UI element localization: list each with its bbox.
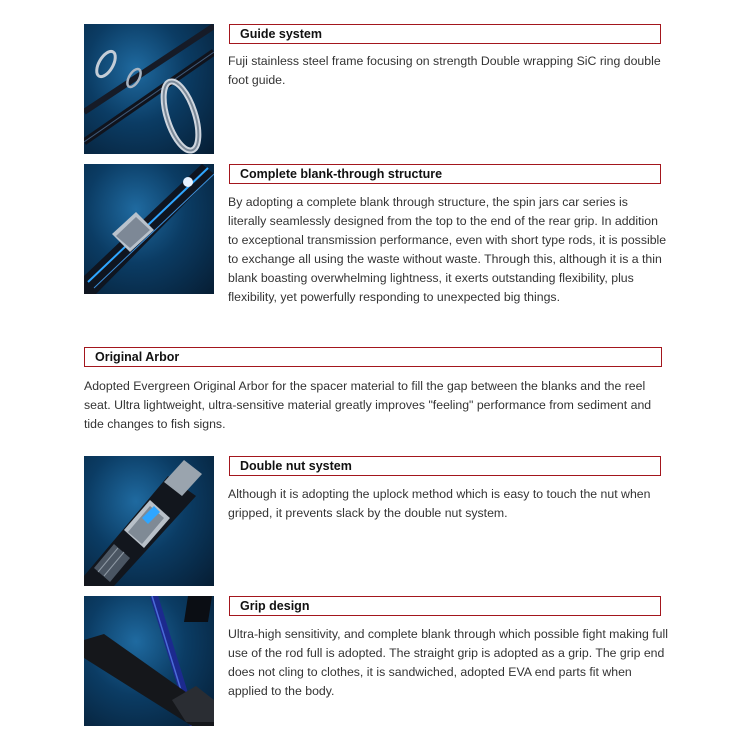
section-title-arbor: Original Arbor [84, 347, 662, 367]
section-text-nut: Although it is adopting the uplock method which is easy to touch the nut when gripped, it prevents slack by the double nut system. [228, 487, 651, 520]
guide-ring-image [84, 24, 214, 154]
section-text-guide: Fuji stainless steel frame focusing on strength Double wrapping SiC ring double foot guide. [228, 54, 661, 87]
blank-through-image [84, 164, 214, 294]
section-text-grip: Ultra-high sensitivity, and complete blank through which possible fight making full use of the rod full is adopted. The straight grip is adopted as a grip. The grip end does not cling to clothes, it is sandwiched, adopted EVA end parts fit when applied to the body. [228, 627, 668, 698]
double-nut-image [84, 456, 214, 586]
section-text-arbor: Adopted Evergreen Original Arbor for the spacer material to fill the gap between the blanks and the reel seat. Ultra lightweight, ultra-sensitive material greatly improves "feeling" performance from sediment and tide changes to fish signs. [84, 379, 652, 431]
grip-image [84, 596, 214, 726]
section-title-nut: Double nut system [229, 456, 661, 476]
section-text-blank: By adopting a complete blank through structure, the spin jars car series is literally seamlessly designed from the top to the end of the rear grip. In addition to exceptional transmission performance, even with short type rods, it is possible to exchange all using the waste without waste. Through this, although it is a thin blank boasting overwhelming lightness, it exerts outstanding flexibility, plus flexibility, yet powerfully responding to unexpected big things. [228, 195, 667, 304]
guide-ring-icon [84, 24, 214, 154]
blank-through-icon [84, 164, 214, 294]
double-nut-icon [84, 456, 214, 586]
section-title-guide: Guide system [229, 24, 661, 44]
section-title-grip: Grip design [229, 596, 661, 616]
grip-icon [84, 596, 214, 726]
section-title-blank: Complete blank-through structure [229, 164, 661, 184]
